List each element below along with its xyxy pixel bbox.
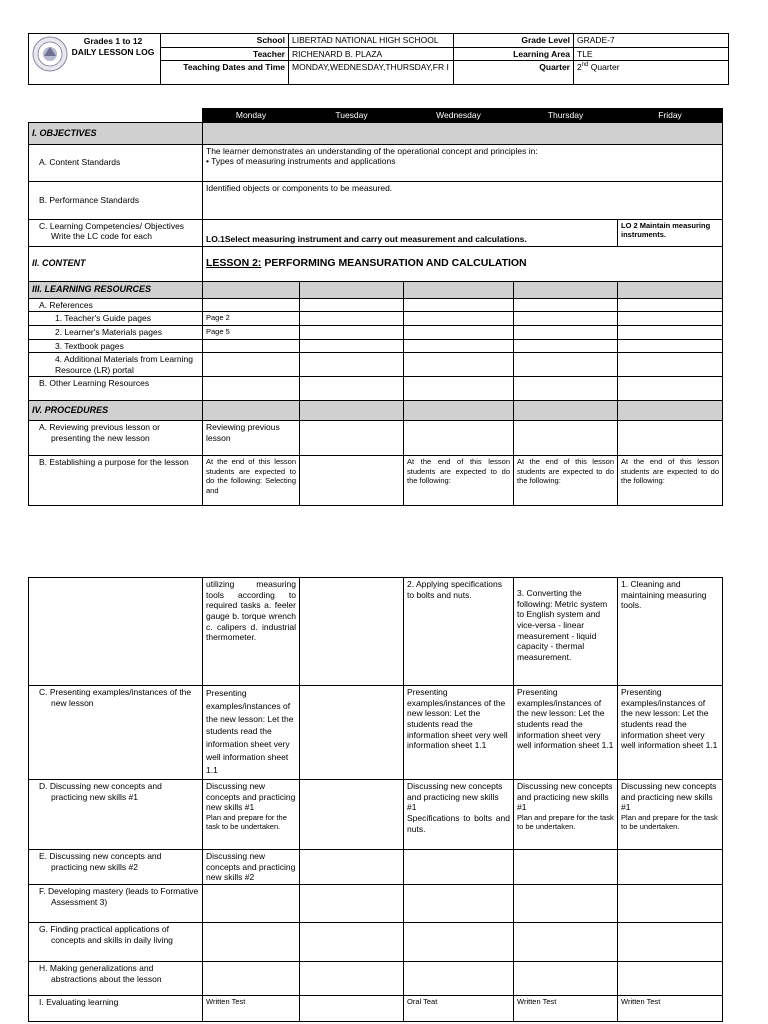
discussing-1-wednesday <box>404 780 514 850</box>
dates-value: MONDAY,WEDNESDAY,THURSDAY,FR I <box>289 61 454 85</box>
discussing-1-wednesday-spec: Specifications to bolts and nuts. <box>407 812 510 834</box>
header-table <box>28 33 729 85</box>
quarter-suffix: nd <box>581 62 589 69</box>
area-label: Learning Area <box>454 47 574 61</box>
day-wednesday: Wednesday <box>404 109 514 123</box>
presenting-examples-thursday: Presenting examples/instances of the new lesson: Let the students read the information sheet very well information sheet 1.1 <box>514 686 618 780</box>
resources-fill-mon <box>203 281 300 298</box>
school-value: LIBERTAD NATIONAL HIGH SCHOOL <box>289 34 454 48</box>
evaluating-learning-label: I. Evaluating learning <box>29 995 203 1021</box>
resources-fill-fri <box>618 281 723 298</box>
day-friday: Friday <box>618 109 723 123</box>
discussing-1-wednesday-text: Discussing new concepts and practicing new skills #1 <box>407 781 503 813</box>
learners-materials-value: Page 5 <box>203 325 300 339</box>
discussing-1-monday-plan: Plan and prepare for the task to be undertaken. <box>206 812 287 832</box>
discussing-1-monday <box>203 780 300 850</box>
presenting-examples-friday: Presenting examples/instances of the new lesson: Let the students read the information sheet very well information sheet 1.1 <box>618 686 723 780</box>
practical-applications-label: G. Finding practical applications of concepts and skills in daily living <box>29 922 203 961</box>
establishing-purpose-thursday: At the end of this lesson students are expected to do the following: <box>514 456 618 506</box>
establishing-purpose-monday: At the end of this lesson students are expected to do the following: Selecting and <box>203 456 300 506</box>
title-cell <box>29 34 161 85</box>
quarter-value <box>574 61 729 85</box>
grade-value: GRADE-7 <box>574 34 729 48</box>
quarter-word: Quarter <box>588 62 620 73</box>
content-standards-label: A. Content Standards <box>29 144 203 181</box>
evaluating-learning-thursday: Written Test <box>514 995 618 1021</box>
reviewing-lesson-label: A. Reviewing previous lesson or presenting the new lesson <box>29 421 203 456</box>
teachers-guide-label: 1. Teacher's Guide pages <box>29 312 203 326</box>
generalizations-label: H. Making generalizations and abstractions about the lesson <box>29 961 203 995</box>
resources-fill-tue <box>300 281 404 298</box>
day-thursday: Thursday <box>514 109 618 123</box>
performance-standards-label: B. Performance Standards <box>29 181 203 219</box>
teachers-guide-value: Page 2 <box>203 312 300 326</box>
discussing-1-thursday-plan: Plan and prepare for the task to be undertaken. <box>517 812 614 832</box>
title-line1: Grades 1 to 12 <box>83 36 143 46</box>
learning-competencies-friday: LO 2 Maintain measuring instruments. <box>618 219 723 246</box>
resources-fill-thu <box>514 281 618 298</box>
learning-competencies-value: LO.1Select measuring instrument and carry out measurement and calculations. <box>203 219 618 246</box>
teacher-value: RICHENARD B. PLAZA <box>289 47 454 61</box>
resources-fill-wed <box>404 281 514 298</box>
references-label: A. References <box>29 298 203 312</box>
continuation-friday: 1. Cleaning and maintaining measuring tools. <box>618 578 723 686</box>
quarter-label: Quarter <box>454 61 574 85</box>
lesson-prefix: LESSON 2: <box>206 257 262 270</box>
lesson-log-table-page2 <box>28 577 723 1022</box>
procedures-heading: IV. PROCEDURES <box>29 401 203 421</box>
continuation-wednesday: 2. Applying specifications to bolts and nuts. <box>404 578 514 686</box>
presenting-examples-monday: Presenting examples/instances of the new lesson: Let the students read the information sheet very well information sheet 1.1 <box>203 686 300 780</box>
dates-label: Teaching Dates and Time <box>161 61 289 85</box>
day-header-blank <box>29 109 203 123</box>
resources-heading: III. LEARNING RESOURCES <box>29 281 203 298</box>
learners-materials-label: 2. Learner's Materials pages <box>29 325 203 339</box>
discussing-1-friday-plan: Plan and prepare for the task to be undertaken. <box>621 812 718 832</box>
lesson-title <box>203 246 723 281</box>
discussing-1-thursday-text: Discussing new concepts and practicing new skills #1 <box>517 781 613 813</box>
learning-competencies-label: C. Learning Competencies/ Objectives Write the LC code for each <box>29 219 203 246</box>
developing-mastery-label: F. Developing mastery (leads to Formative Assessment 3) <box>29 884 203 922</box>
lesson-log-table-page1 <box>28 108 723 506</box>
lesson-name: PERFORMING MEANSURATION AND CALCULATION <box>261 257 527 270</box>
content-standards-bullet: • Types of measuring instruments and applications <box>206 156 396 167</box>
objectives-heading: I. OBJECTIVES <box>29 122 203 144</box>
teacher-label: Teacher <box>161 47 289 61</box>
additional-materials-label: 4. Additional Materials from Learning Resource (LR) portal <box>29 353 203 377</box>
continuation-label-blank <box>29 578 203 686</box>
title-line2: DAILY LESSON LOG <box>71 46 155 57</box>
textbook-pages-label: 3. Textbook pages <box>29 339 203 353</box>
content-heading: II. CONTENT <box>29 246 203 281</box>
evaluating-learning-wednesday: Oral Teat <box>404 995 514 1021</box>
performance-standards-value: Identified objects or components to be measured. <box>203 181 723 219</box>
other-resources-label: B. Other Learning Resources <box>29 377 203 401</box>
day-monday: Monday <box>203 109 300 123</box>
objectives-heading-fill <box>203 122 723 144</box>
discussing-1-thursday <box>514 780 618 850</box>
establishing-purpose-label: B. Establishing a purpose for the lesson <box>29 456 203 506</box>
content-standards-value <box>203 144 723 181</box>
discussing-1-monday-text: Discussing new concepts and practicing new skills #1 <box>206 781 296 813</box>
discussing-2-monday: Discussing new concepts and practicing new skills #2 <box>203 850 300 885</box>
discussing-1-friday-text: Discussing new concepts and practicing new skills #1 <box>621 781 717 813</box>
school-label: School <box>161 34 289 48</box>
presenting-examples-label: C. Presenting examples/instances of the new lesson <box>29 686 203 780</box>
grade-label: Grade Level <box>454 34 574 48</box>
reviewing-lesson-monday: Reviewing previous lesson <box>203 421 300 456</box>
evaluating-learning-monday: Written Test <box>203 995 300 1021</box>
area-value: TLE <box>574 47 729 61</box>
day-tuesday: Tuesday <box>300 109 404 123</box>
establishing-purpose-wednesday: At the end of this lesson students are expected to do the following: <box>404 456 514 506</box>
continuation-monday: utilizing measuring tools according to required tasks a. feeler gauge b. torque wrench c. calipers d. industrial thermometer. <box>203 578 300 686</box>
establishing-purpose-friday: At the end of this lesson students are expected to do the following: <box>618 456 723 506</box>
quarter-number: 2 <box>577 62 582 73</box>
evaluating-learning-friday: Written Test <box>618 995 723 1021</box>
discussing-1-label: D. Discussing new concepts and practicing new skills #1 <box>29 780 203 850</box>
discussing-1-friday <box>618 780 723 850</box>
continuation-thursday: 3. Converting the following: Metric system to English system and vice-versa - linear measurement - liquid capacity - thermal measurement. <box>514 578 618 686</box>
content-standards-text: The learner demonstrates an understanding of the operational concept and principles in: <box>206 145 538 156</box>
discussing-2-label: E. Discussing new concepts and practicing new skills #2 <box>29 850 203 885</box>
presenting-examples-wednesday: Presenting examples/instances of the new lesson: Let the students read the information sheet very well information sheet 1.1 <box>404 686 514 780</box>
